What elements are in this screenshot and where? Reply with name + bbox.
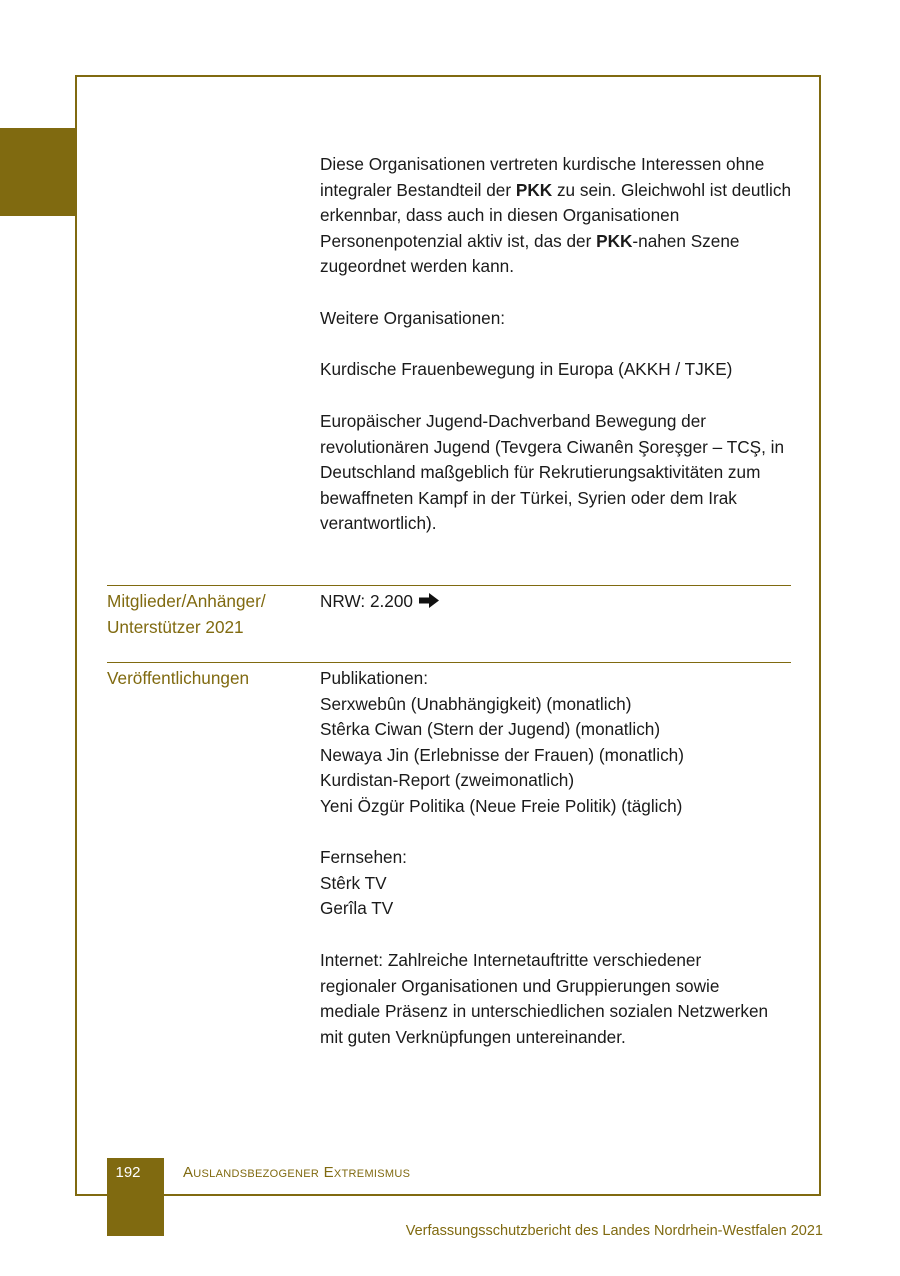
members-value: NRW: 2.200	[320, 591, 413, 611]
publication-item: Kurdistan-Report (zweimonatlich)	[320, 770, 575, 791]
publications-heading: Publikationen:	[320, 668, 428, 688]
intro-text-2: zu sein. Gleichwohl ist deutlich erkennbar, dass auch in diesen Organisationen Personenpotenzial aktiv ist, das der	[320, 179, 792, 251]
publication-item: Yeni Özgür Politika (Neue Freie Politik) (täglich)	[320, 795, 683, 816]
organisation-akkh: Kurdische Frauenbewegung in Europa (AKKH / TJKE)	[320, 359, 733, 379]
divider-publications	[107, 662, 791, 663]
members-label-line-1: Mitglieder/Anhänger/	[107, 591, 266, 611]
publications-label: Veröffentlichungen	[107, 668, 250, 688]
divider-members	[107, 585, 791, 586]
publication-item: Newaya Jin (Erlebnisse der Frauen) (monatlich)	[320, 744, 684, 765]
organisation-tcs: Europäischer Jugend-Dachverband Bewegung der revolutionären Jugend (Tevgera Ciwanên Şoreşger – TCŞ, in Deutschland maßgeblich für Rekrutierungsaktivitäten zum bewaffneten Kampf in der Türkei, Syrien oder dem Irak verantwortlich).	[320, 411, 785, 534]
intro-paragraph	[320, 152, 792, 280]
television-block	[320, 845, 792, 922]
intro-pkk-2: PKK	[596, 230, 633, 251]
arrow-right-icon	[418, 591, 440, 617]
page-number: 192	[115, 1164, 141, 1181]
television-item: Gerîla TV	[320, 898, 394, 919]
intro-pkk-1: PKK	[515, 179, 553, 200]
publication-item: Stêrka Ciwan (Stern der Jugend) (monatlich)	[320, 719, 661, 740]
intro-text-1: Diese Organisationen vertreten kurdische Interessen ohne integraler Bestandteil der	[320, 154, 765, 200]
members-label	[107, 589, 307, 640]
further-organisations-heading: Weitere Organisationen:	[320, 308, 506, 328]
television-item: Stêrk TV	[320, 872, 387, 893]
intro-text-3: -nahen Szene zugeordnet werden kann.	[320, 230, 740, 277]
section-title: Auslandsbezogener Extremismus	[183, 1164, 411, 1181]
chapter-side-tab	[0, 128, 77, 216]
report-title: Verfassungsschutzbericht des Landes Nordrhein-Westfalen 2021	[405, 1223, 823, 1239]
publications-block	[320, 666, 792, 820]
members-value-row	[320, 589, 792, 617]
publication-item: Serxwebûn (Unabhängigkeit) (monatlich)	[320, 693, 632, 714]
internet-paragraph: Internet: Zahlreiche Internetauftritte verschiedener regionaler Organisationen und Gruppierungen sowie mediale Präsenz in unterschiedlichen sozialen Netzwerken mit guten Verknüpfungen untereinander.	[320, 950, 769, 1047]
television-heading: Fernsehen:	[320, 847, 407, 867]
members-label-line-2: Unterstützer 2021	[107, 616, 244, 637]
